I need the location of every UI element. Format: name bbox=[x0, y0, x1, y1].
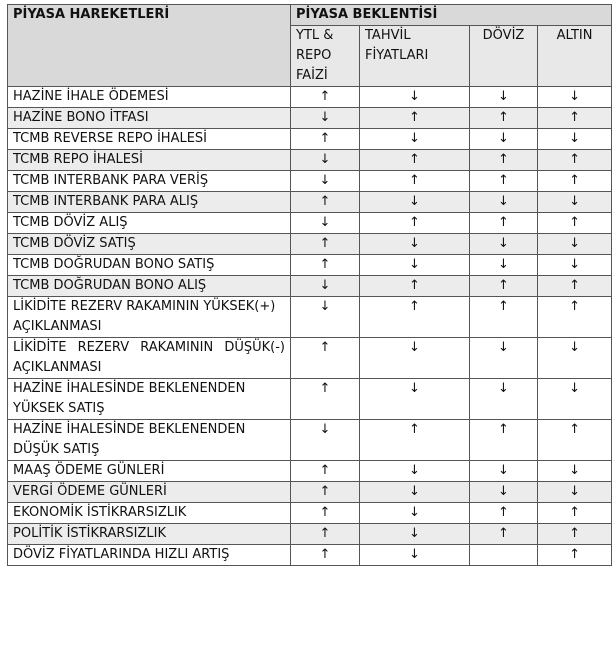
arrow-bond-prices: ↓ bbox=[360, 379, 470, 420]
arrow-gold: ↑ bbox=[538, 276, 612, 297]
table-body bbox=[8, 87, 612, 566]
table-row bbox=[8, 420, 612, 461]
row-label: HAZİNE İHALESİNDE BEKLENENDEN YÜKSEK SATIŞ bbox=[8, 379, 291, 420]
arrow-gold: ↓ bbox=[538, 87, 612, 108]
row-label: EKONOMİK İSTİKRARSIZLIK bbox=[8, 503, 291, 524]
column-header-ytl-repo: YTL & REPO FAİZİ bbox=[291, 26, 360, 87]
table-row bbox=[8, 503, 612, 524]
arrow-gold: ↑ bbox=[538, 503, 612, 524]
arrow-currency: ↑ bbox=[470, 171, 538, 192]
arrow-ytl-repo: ↑ bbox=[291, 379, 360, 420]
arrow-ytl-repo: ↓ bbox=[291, 420, 360, 461]
arrow-currency: ↑ bbox=[470, 150, 538, 171]
arrow-currency: ↑ bbox=[470, 276, 538, 297]
row-label: HAZİNE İHALESİNDE BEKLENENDEN DÜŞÜK SATIŞ bbox=[8, 420, 291, 461]
row-label: HAZİNE İHALE ÖDEMESİ bbox=[8, 87, 291, 108]
arrow-ytl-repo: ↑ bbox=[291, 87, 360, 108]
table-row bbox=[8, 461, 612, 482]
arrow-bond-prices: ↑ bbox=[360, 171, 470, 192]
market-moves-header: PİYASA HAREKETLERİ bbox=[8, 5, 291, 87]
arrow-bond-prices: ↓ bbox=[360, 482, 470, 503]
arrow-ytl-repo: ↑ bbox=[291, 338, 360, 379]
row-label: TCMB DÖVİZ SATIŞ bbox=[8, 234, 291, 255]
arrow-currency: ↓ bbox=[470, 379, 538, 420]
arrow-bond-prices: ↑ bbox=[360, 213, 470, 234]
table-row bbox=[8, 379, 612, 420]
row-label: TCMB INTERBANK PARA VERİŞ bbox=[8, 171, 291, 192]
arrow-ytl-repo: ↑ bbox=[291, 234, 360, 255]
arrow-currency: ↑ bbox=[470, 108, 538, 129]
arrow-gold: ↓ bbox=[538, 482, 612, 503]
arrow-gold: ↓ bbox=[538, 129, 612, 150]
arrow-gold: ↑ bbox=[538, 524, 612, 545]
arrow-currency: ↑ bbox=[470, 524, 538, 545]
arrow-bond-prices: ↓ bbox=[360, 87, 470, 108]
row-label: LİKİDİTE REZERV RAKAMININ YÜKSEK(+) AÇIKLANMASI bbox=[8, 297, 291, 338]
arrow-ytl-repo: ↑ bbox=[291, 461, 360, 482]
arrow-gold: ↑ bbox=[538, 545, 612, 566]
table-row bbox=[8, 545, 612, 566]
arrow-currency: ↓ bbox=[470, 482, 538, 503]
arrow-gold: ↑ bbox=[538, 171, 612, 192]
arrow-bond-prices: ↓ bbox=[360, 524, 470, 545]
arrow-gold: ↑ bbox=[538, 420, 612, 461]
row-label: POLİTİK İSTİKRARSIZLIK bbox=[8, 524, 291, 545]
arrow-currency: ↓ bbox=[470, 192, 538, 213]
row-label: TCMB INTERBANK PARA ALIŞ bbox=[8, 192, 291, 213]
column-header-bond-prices: TAHVİL FİYATLARI bbox=[360, 26, 470, 87]
arrow-currency: ↓ bbox=[470, 461, 538, 482]
row-label: DÖVİZ FİYATLARINDA HIZLI ARTIŞ bbox=[8, 545, 291, 566]
arrow-currency: ↑ bbox=[470, 420, 538, 461]
arrow-ytl-repo: ↓ bbox=[291, 276, 360, 297]
arrow-ytl-repo: ↑ bbox=[291, 482, 360, 503]
row-label: TCMB DÖVİZ ALIŞ bbox=[8, 213, 291, 234]
arrow-ytl-repo: ↓ bbox=[291, 108, 360, 129]
arrow-ytl-repo: ↓ bbox=[291, 297, 360, 338]
arrow-currency: ↑ bbox=[470, 213, 538, 234]
row-label-text: LİKİDİTE REZERV RAKAMININ DÜŞÜK(-) AÇIKLANMASI bbox=[13, 340, 285, 375]
arrow-gold: ↑ bbox=[538, 297, 612, 338]
arrow-bond-prices: ↓ bbox=[360, 461, 470, 482]
arrow-ytl-repo: ↓ bbox=[291, 213, 360, 234]
table-row bbox=[8, 171, 612, 192]
arrow-gold: ↑ bbox=[538, 213, 612, 234]
table-row bbox=[8, 213, 612, 234]
table-row bbox=[8, 276, 612, 297]
arrow-currency bbox=[470, 545, 538, 566]
arrow-ytl-repo: ↑ bbox=[291, 255, 360, 276]
arrow-gold: ↓ bbox=[538, 338, 612, 379]
column-header-currency: DÖVİZ bbox=[470, 26, 538, 87]
row-label: TCMB DOĞRUDAN BONO ALIŞ bbox=[8, 276, 291, 297]
arrow-gold: ↑ bbox=[538, 150, 612, 171]
arrow-currency: ↑ bbox=[470, 297, 538, 338]
arrow-bond-prices: ↓ bbox=[360, 234, 470, 255]
row-label: TCMB REPO İHALESİ bbox=[8, 150, 291, 171]
arrow-currency: ↓ bbox=[470, 234, 538, 255]
arrow-ytl-repo: ↑ bbox=[291, 192, 360, 213]
table-row bbox=[8, 150, 612, 171]
arrow-bond-prices: ↓ bbox=[360, 338, 470, 379]
table-row bbox=[8, 192, 612, 213]
arrow-gold: ↑ bbox=[538, 108, 612, 129]
arrow-bond-prices: ↑ bbox=[360, 108, 470, 129]
row-label bbox=[8, 338, 291, 379]
table-row bbox=[8, 87, 612, 108]
arrow-ytl-repo: ↑ bbox=[291, 545, 360, 566]
table-row bbox=[8, 524, 612, 545]
column-header-gold: ALTIN bbox=[538, 26, 612, 87]
arrow-gold: ↓ bbox=[538, 234, 612, 255]
arrow-currency: ↓ bbox=[470, 338, 538, 379]
arrow-currency: ↑ bbox=[470, 503, 538, 524]
market-expectations-table bbox=[7, 4, 612, 566]
arrow-ytl-repo: ↑ bbox=[291, 129, 360, 150]
table-row bbox=[8, 108, 612, 129]
arrow-bond-prices: ↓ bbox=[360, 503, 470, 524]
row-label: TCMB REVERSE REPO İHALESİ bbox=[8, 129, 291, 150]
table-row bbox=[8, 255, 612, 276]
arrow-bond-prices: ↑ bbox=[360, 150, 470, 171]
row-label: MAAŞ ÖDEME GÜNLERİ bbox=[8, 461, 291, 482]
table-row bbox=[8, 338, 612, 379]
row-label: HAZİNE BONO İTFASI bbox=[8, 108, 291, 129]
arrow-currency: ↓ bbox=[470, 129, 538, 150]
arrow-currency: ↓ bbox=[470, 255, 538, 276]
arrow-bond-prices: ↓ bbox=[360, 129, 470, 150]
row-label: VERGİ ÖDEME GÜNLERİ bbox=[8, 482, 291, 503]
arrow-bond-prices: ↓ bbox=[360, 192, 470, 213]
table-row bbox=[8, 234, 612, 255]
arrow-bond-prices: ↑ bbox=[360, 420, 470, 461]
arrow-gold: ↓ bbox=[538, 255, 612, 276]
table-row bbox=[8, 482, 612, 503]
row-label: TCMB DOĞRUDAN BONO SATIŞ bbox=[8, 255, 291, 276]
arrow-ytl-repo: ↑ bbox=[291, 524, 360, 545]
arrow-bond-prices: ↑ bbox=[360, 276, 470, 297]
table-row bbox=[8, 297, 612, 338]
arrow-ytl-repo: ↓ bbox=[291, 150, 360, 171]
arrow-ytl-repo: ↑ bbox=[291, 503, 360, 524]
arrow-bond-prices: ↑ bbox=[360, 297, 470, 338]
arrow-gold: ↓ bbox=[538, 192, 612, 213]
arrow-gold: ↓ bbox=[538, 461, 612, 482]
arrow-bond-prices: ↓ bbox=[360, 545, 470, 566]
expectation-header: PİYASA BEKLENTİSİ bbox=[291, 5, 612, 26]
arrow-ytl-repo: ↓ bbox=[291, 171, 360, 192]
table-row bbox=[8, 129, 612, 150]
arrow-currency: ↓ bbox=[470, 87, 538, 108]
arrow-bond-prices: ↓ bbox=[360, 255, 470, 276]
arrow-gold: ↓ bbox=[538, 379, 612, 420]
